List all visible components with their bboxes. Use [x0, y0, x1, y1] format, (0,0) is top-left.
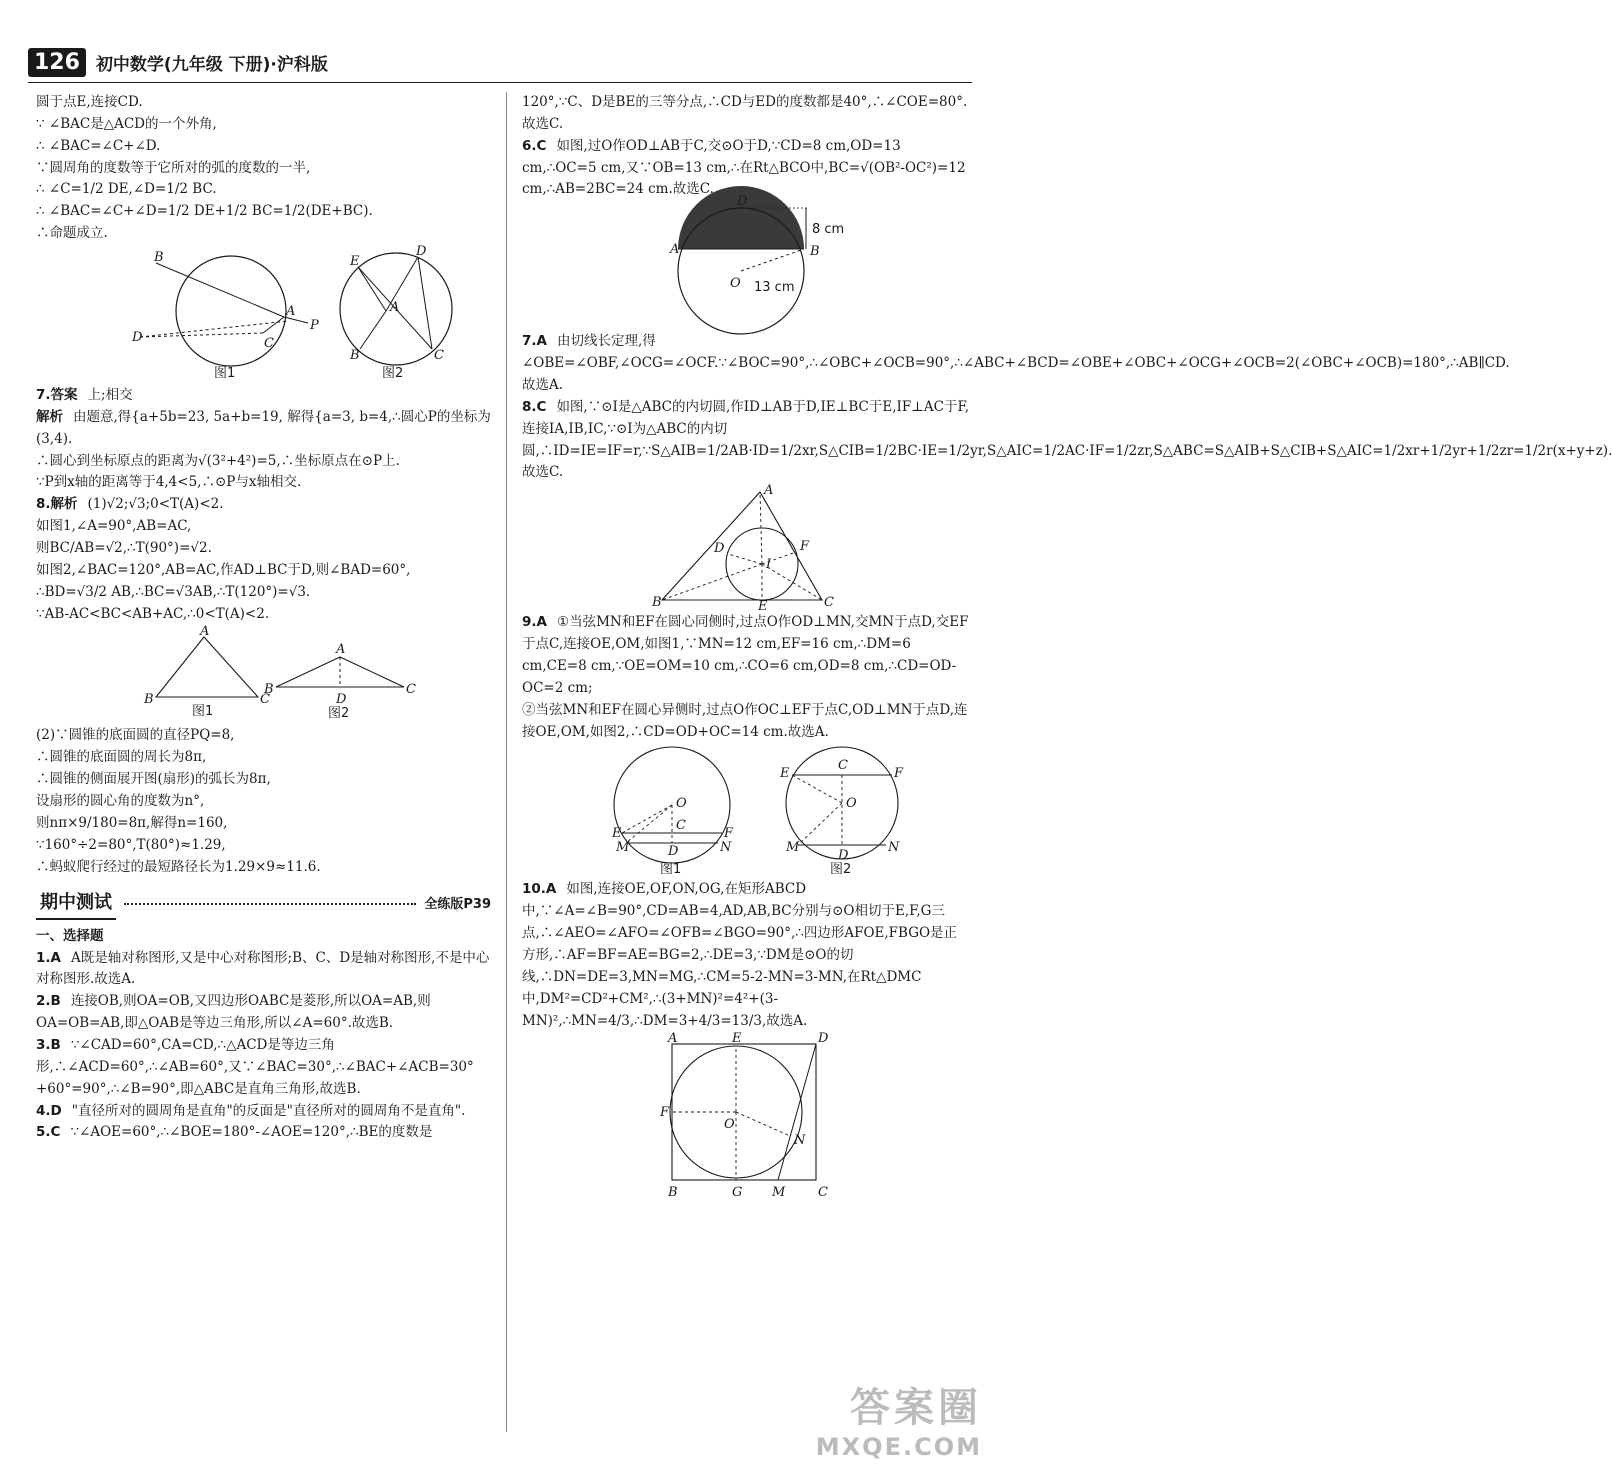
watermark-en: MXQE.COM [815, 1433, 982, 1461]
q9r-no: 9.A [522, 614, 547, 631]
mc-no: 3.B [36, 1036, 61, 1053]
svg-text:D: D [132, 330, 143, 346]
svg-text:O: O [676, 796, 687, 812]
mc-no: 1.A [36, 949, 61, 966]
svg-text:O: O [846, 796, 857, 812]
svg-text:N: N [794, 1133, 806, 1149]
svg-text:E: E [612, 826, 622, 842]
q8-line: 如图1,∠A=90°,AB=AC, [36, 518, 192, 535]
q8-line: 则BC/AB=√2,∴T(90°)=√2. [36, 540, 212, 557]
svg-text:B: B [264, 682, 274, 698]
svg-text:D: D [737, 194, 748, 210]
figure-circles-1-2 [36, 244, 486, 382]
svg-text:I: I [766, 557, 772, 573]
right-column [522, 92, 1612, 1208]
svg-text:C: C [818, 1185, 828, 1201]
q10r [522, 879, 970, 1032]
svg-text:D: D [714, 541, 725, 557]
header-rule [28, 82, 972, 83]
svg-text:N: N [720, 840, 732, 856]
svg-text:F: F [660, 1105, 670, 1121]
mc-text: ∵∠CAD=60°,CA=CD,∴△ACD是等边三角形,∴∠ACD=60°,∴∠AB=60°,又∵∠BAC=30°,∴∠BAC+∠ACB=30°+60°=90°,∴∠B=90°,即△ABC是直角三角形,故选B. [36, 1036, 474, 1097]
svg-text:C: C [824, 595, 834, 611]
section-title: 期中测试 [36, 888, 116, 919]
svg-text:A: A [286, 304, 296, 320]
q8-line2: 则nπ×9/180=8π,解得n=160, [36, 814, 228, 831]
section-ref: 全练版P39 [424, 896, 491, 912]
figure-q6 [522, 194, 970, 327]
fig-caption: 图2 [382, 366, 404, 382]
column-divider [506, 92, 507, 1432]
fig-caption: 图2 [328, 706, 350, 722]
fig-caption: 图1 [660, 862, 682, 878]
svg-text:M: M [786, 840, 800, 856]
q9-figure-1 [611, 747, 734, 877]
svg-text:A: A [200, 624, 210, 640]
triangle-figure-1 [143, 624, 270, 719]
q6-no: 6.C [522, 137, 547, 154]
q8-line2: ∵160°÷2=80°,T(80°)≈1.29, [36, 836, 226, 853]
q8-line2: ∴圆锥的底面圆的周长为8π, [36, 749, 207, 766]
mc-item [36, 1101, 491, 1123]
svg-text:D: D [336, 692, 347, 708]
svg-text:B: B [350, 348, 360, 364]
q7-answer-text: 上;相交 [87, 387, 133, 404]
mc-no: 4.D [36, 1102, 62, 1119]
svg-text:A: A [390, 300, 400, 316]
section-dots [124, 903, 416, 905]
svg-text:A: A [668, 1031, 678, 1047]
svg-text:F: F [894, 766, 904, 782]
svg-text:C: C [260, 692, 270, 708]
mc-no: 5.C [36, 1124, 61, 1141]
svg-text:D: D [416, 244, 427, 260]
mc-title: 一、选择题 [36, 927, 104, 944]
svg-text:G: G [732, 1185, 743, 1201]
intro-line: ∴ ∠BAC=∠C+∠D=1/2 DE+1/2 BC=1/2(DE+BC). [36, 203, 373, 220]
q8-line2: ∴圆锥的侧面展开图(扇形)的弧长为8π, [36, 771, 271, 788]
q7r-no: 7.A [522, 333, 547, 350]
svg-text:B: B [668, 1185, 678, 1201]
svg-text:E: E [780, 766, 790, 782]
fig-caption: 图1 [192, 704, 214, 720]
svg-text:O: O [724, 1117, 735, 1133]
q7-answer [36, 385, 491, 407]
q6-dim-8: 8 cm [812, 222, 845, 238]
svg-text:E: E [732, 1031, 742, 1047]
figure-triangles [36, 624, 486, 722]
mc-item [36, 991, 491, 1035]
svg-text:O: O [730, 276, 741, 292]
svg-text:D: D [818, 1031, 829, 1047]
svg-text:A: A [670, 242, 680, 258]
svg-text:C: C [434, 348, 444, 364]
q5-continued: 120°,∵C、D是BE的三等分点,∴CD与ED的度数都是40°,∴∠COE=80°.故选C. [522, 94, 968, 132]
intro-line: ∵ ∠BAC是△ACD的一个外角, [36, 115, 217, 132]
figure-q9 [522, 747, 970, 878]
q8-line: ∵AB-AC<BC<AB+AC,∴0<T(A)<2. [36, 605, 270, 622]
figure-q10 [522, 1031, 970, 1204]
svg-text:F: F [800, 539, 810, 555]
q7-line: ∴圆心到坐标原点的距离为√(3²+4²)=5,∴坐标原点在⊙P上. [36, 452, 400, 469]
figure-1 [131, 250, 319, 381]
q7-analysis [36, 407, 491, 451]
svg-text:M: M [616, 840, 630, 856]
q8-line2: 设扇形的圆心角的度数为n°, [36, 793, 205, 810]
intro-line: 圆于点E,连接CD. [36, 94, 143, 110]
left-column [36, 92, 491, 1144]
q8r-no: 8.C [522, 398, 547, 415]
q8-label: 8.解析 [36, 496, 78, 513]
q9-figure-2 [779, 747, 904, 877]
q7-label: 7.答案 [36, 387, 78, 404]
q9r-text: ①当弦MN和EF在圆心同侧时,过点O作OD⊥MN,交MN于点D,交EF于点C,连接OE,OM,如图1,∵MN=12 cm,EF=16 cm,∴DM=6 cm,CE=8 cm,∵OE=OM=10 cm,∴CO=6 cm,OD=8 cm,∴CD=OD-OC=2 cm; [522, 614, 969, 696]
page-header [28, 44, 328, 80]
q10r-no: 10.A [522, 881, 557, 898]
svg-text:D: D [668, 844, 679, 860]
svg-text:A: A [336, 642, 346, 658]
q7r [522, 331, 1510, 397]
mc-text: 连接OB,则OA=OB,又四边形OABC是菱形,所以OA=AB,则OA=OB=AB,即△OAB是等边三角形,所以∠A=60°.故选B. [36, 993, 431, 1032]
q8-line: (1)√2;√3;0<T(A)<2. [87, 496, 224, 513]
q10r-text: 如图,连接OE,OF,ON,OG,在矩形ABCD中,∵∠A=∠B=90°,CD=AB=4,AD,AB,BC分别与⊙O相切于E,F,G三点,∴∠AEO=∠AFO=∠OFB=∠BGO=90°,∴四边形AFOE,FBGO是正方形,∴AF=BF=AE=BG=2,∴DE=3,∵DM是⊙O的切线,∴DN=DE=3,MN=MG,∴CM=5-2-MN=3-MN,在Rt△DMC中,DM²=CD²+CM²,∴(3+MN)²=4²+(3-MN)²,∴MN=4/3,∴DM=3+4/3=13/3,故选A. [522, 881, 958, 1029]
q7-line: 由题意,得{a+5b=23, 5a+b=19, 解得{a=3, b=4,∴圆心P的坐标为(3,4). [36, 408, 491, 447]
fig-caption: 图2 [830, 862, 852, 878]
mc-text: ∵∠AOE=60°,∴∠BOE=180°-∠AOE=120°,∴BE的度数是 [70, 1124, 433, 1141]
q7r-text: 由切线长定理,得∠OBE=∠OBF,∠OCG=∠OCF.∵∠BOC=90°,∴∠OBC+∠OCB=90°,∴∠ABC+∠BCD=∠OBE+∠OBC+∠OCG+∠OCB=2(∠OBC+∠OCB)=180°,∴AB∥CD.故选A. [522, 333, 1510, 394]
svg-text:C: C [676, 818, 686, 834]
fig-caption: 图1 [214, 366, 236, 382]
intro-line: ∵圆周角的度数等于它所对的弧的度数的一半, [36, 159, 311, 176]
intro-line: ∴ ∠BAC=∠C+∠D. [36, 137, 161, 154]
svg-text:E: E [758, 599, 768, 615]
svg-text:C: C [838, 758, 848, 774]
book-title: 初中数学(九年级 下册)·沪科版 [95, 54, 328, 75]
mc-item [36, 948, 491, 992]
q9r-text2: ②当弦MN和EF在圆心异侧时,过点O作OC⊥EF于点C,OD⊥MN于点D,连接OE,OM,如图2,∴CD=OD+OC=14 cm.故选A. [522, 701, 968, 740]
svg-text:B: B [144, 692, 154, 708]
watermark-cn: 答案圈 [850, 1385, 982, 1431]
section-header [36, 888, 491, 919]
svg-text:C: C [406, 682, 416, 698]
q7-analysis-label: 解析 [36, 408, 63, 425]
svg-text:C: C [264, 336, 274, 352]
q8-line2: ∴蚂蚁爬行经过的最短路径长为1.29×9≈11.6. [36, 858, 321, 875]
svg-text:M: M [772, 1185, 786, 1201]
watermark [816, 1376, 982, 1461]
q8-line: 如图2,∠BAC=120°,AB=AC,作AD⊥BC于D,则∠BAD=60°, [36, 561, 411, 578]
svg-text:A: A [764, 483, 774, 499]
mc-item [36, 1035, 491, 1101]
svg-text:E: E [350, 254, 360, 270]
mc-text: A既是轴对称图形,又是中心对称图形;B、C、D是轴对称图形,不是中心对称图形.故选A. [36, 949, 490, 988]
q8r [522, 397, 1612, 484]
q8r-text: 如图,∵⊙I是△ABC的内切圆,作ID⊥AB于D,IE⊥BC于E,IF⊥AC于F,连接IA,IB,IC,∵⊙I为△ABC的内切圆,∴ID=IE=IF=r,∵S△AIB=1/2AB·ID=1/2xr,S△CIB=1/2BC·IE=1/2yr,S△AIC=1/2AC·IF=1/2zr,S△ABC=S△AIB+S△CIB+S△AIC=1/2xr+1/2yr+1/2zr=1/2r(x+y+z).故选C. [522, 398, 1612, 481]
q8-first [36, 494, 491, 516]
svg-text:B: B [652, 595, 662, 611]
q8-line2: (2)∵圆锥的底面圆的直径PQ=8, [36, 727, 235, 744]
q7-line: ∵P到x轴的距离等于4,4<5,∴⊙P与x轴相交. [36, 474, 302, 491]
q8-line: ∴BD=√3/2 AB,∴BC=√3AB,∴T(120°)=√3. [36, 583, 311, 600]
q6-dim-13: 13 cm [754, 280, 795, 296]
svg-text:P: P [310, 318, 319, 334]
figure-2 [340, 244, 452, 381]
svg-text:B: B [810, 244, 820, 260]
figure-q8 [522, 483, 970, 615]
mc-no: 2.B [36, 993, 61, 1010]
svg-text:D: D [838, 848, 849, 864]
intro-line: ∴命题成立. [36, 225, 108, 242]
svg-text:N: N [888, 840, 900, 856]
triangle-figure-2 [263, 642, 416, 721]
intro-line: ∴ ∠C=1/2 DE,∠D=1/2 BC. [36, 181, 217, 198]
mc-item [36, 1122, 491, 1144]
svg-text:F: F [724, 826, 734, 842]
svg-text:B: B [154, 250, 164, 266]
mc-text: "直径所对的圆周角是直角"的反面是"直径所对的圆周角不是直角". [71, 1102, 466, 1119]
page-number: 126 [28, 48, 86, 77]
q9r [522, 612, 970, 699]
q6-text: 如图,过O作OD⊥AB于C,交⊙O于D,∵CD=8 cm,OD=13 cm,∴OC=5 cm,又∵OB=13 cm,∴在Rt△BCO中,BC=√(OB²-OC²)=12 cm,∴AB=2BC=24 cm.故选C. [522, 137, 966, 198]
